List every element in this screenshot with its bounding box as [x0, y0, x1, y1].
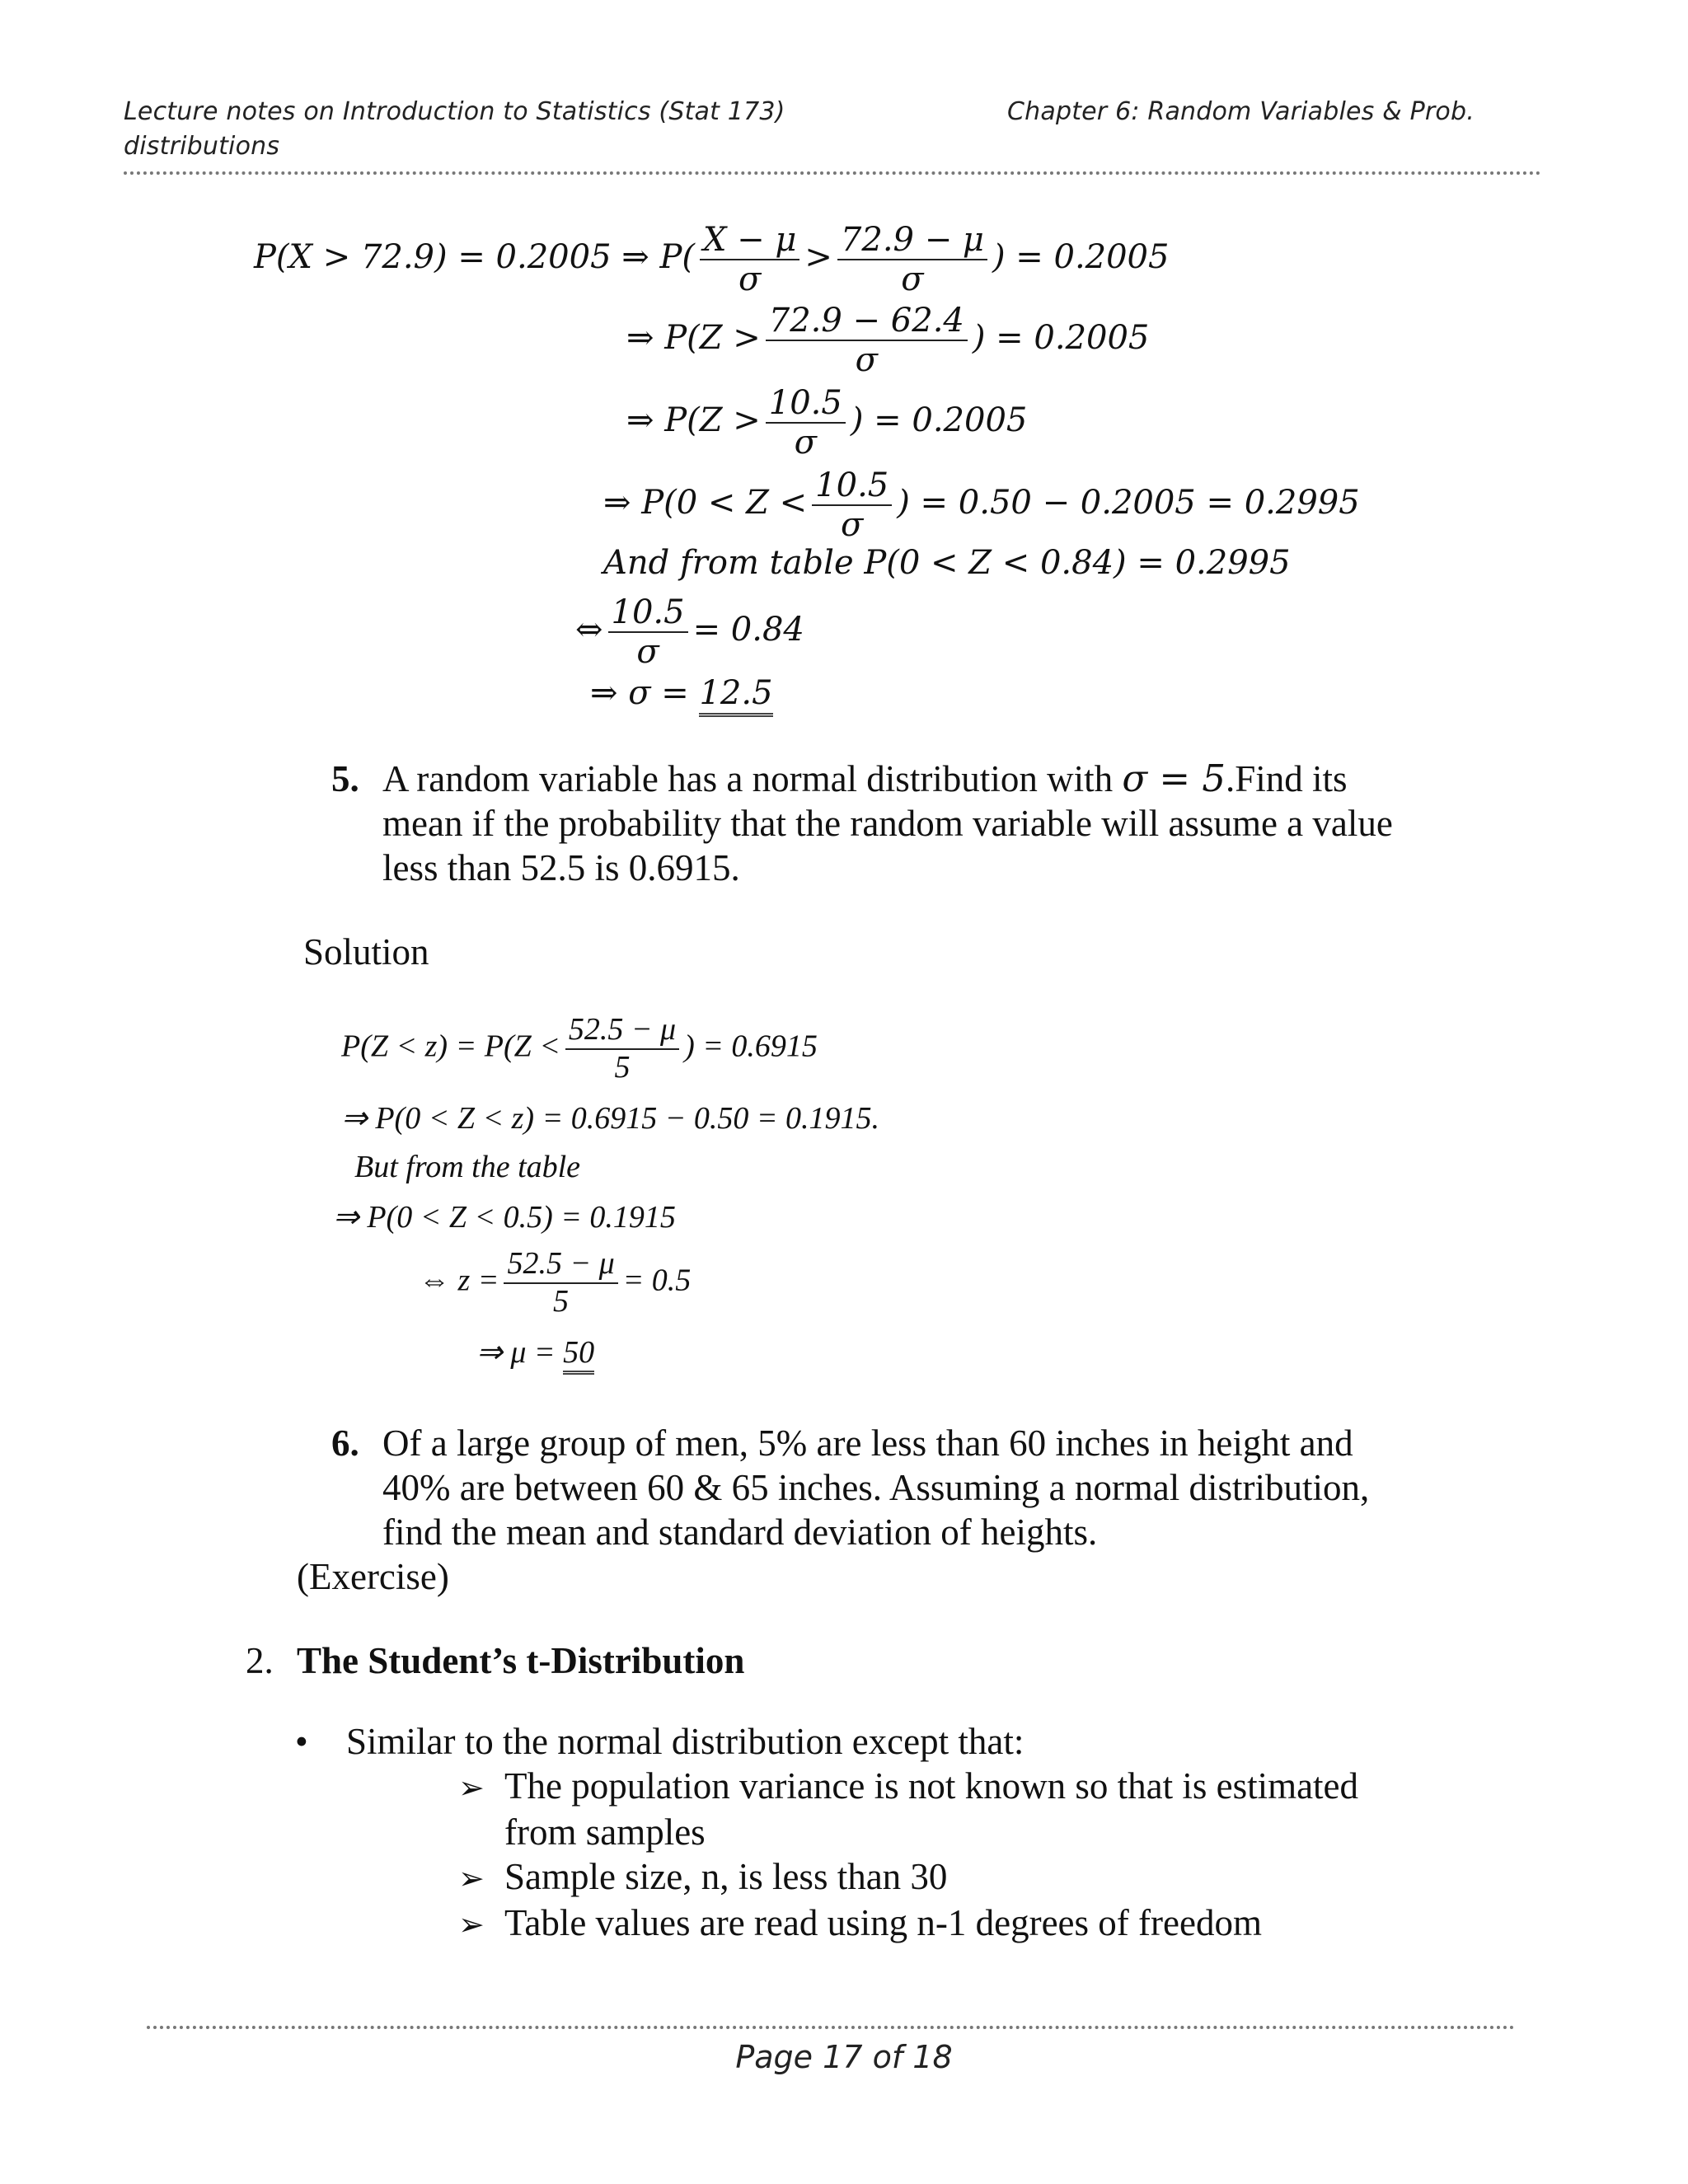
q6-number: 6. [331, 1422, 359, 1464]
q5-text: A random variable has a normal distribution with σ = 5.Find its mean if the probability that the random variable will assume a value less than 52.5 is 0.6915. [382, 757, 1393, 888]
deriv1-line5: And from table P(0 < Z < 0.84) = 0.2995 [603, 544, 1291, 582]
fraction: $\frac{52.5 - \mu}{5}$ [565, 1012, 679, 1085]
fraction: $\frac{72.9 - \mu}{\sigma}$ [837, 221, 987, 298]
header-title-line2: distributions [124, 132, 280, 161]
section2-bullet: • Similar to the normal distribution except that: [295, 1721, 1025, 1762]
arrow-bullet-icon: ➢ [458, 1906, 485, 1943]
deriv2-line6: ⇒ μ = 50 [476, 1333, 594, 1371]
page-number: Page 17 of 18 [735, 2039, 953, 2075]
deriv1-line7: ⇒ σ = 12.5 [590, 674, 773, 712]
sub-item: ➢ Table values are read using n-1 degrees of freedom [458, 1900, 1358, 1947]
fraction: $\frac{52.5 - \mu}{5}$ [504, 1246, 617, 1319]
deriv2-line3: But from the table [354, 1150, 581, 1184]
header-chapter: Chapter 6: Random Variables & Prob. [1007, 97, 1475, 126]
deriv1-line6: ⇔ $\frac{10.5}{\sigma}$ = 0.84 [575, 593, 804, 671]
q6-text: Of a large group of men, 5% are less than 60 inches in height and 40% are between 60 & 65 inches. Assuming a normal distribution, find the mean and standard deviation of heights. [382, 1422, 1370, 1553]
deriv1-line1: P(X > 72.9) = 0.2005 ⇒ P( $\frac{X - \mu}{\sigma}$ > $\frac{72.9 - \mu}{\sigma}$ ) = 0.2005 [254, 221, 1170, 298]
q5-number: 5. [331, 758, 359, 799]
fraction: $\frac{72.9 - 62.4}{\sigma}$ [766, 302, 968, 379]
answer-mu: 50 [563, 1335, 594, 1375]
deriv1-line2: ⇒ P(Z > $\frac{72.9 - 62.4}{\sigma}$ ) = 0.2005 [626, 302, 1150, 379]
sub-item: ➢ The population variance is not known so that is estimated [458, 1764, 1358, 1810]
deriv2-line1: P(Z < z) = P(Z < $\frac{52.5 - \mu}{5}$ ) = 0.6915 [341, 1012, 818, 1085]
deriv2-line5: ⇔ z = $\frac{52.5 - \mu}{5}$ = 0.5 [419, 1246, 692, 1319]
solution-label: Solution [303, 931, 429, 972]
q6-exercise: (Exercise) [297, 1556, 449, 1597]
deriv1-line4: ⇒ P(0 < Z < $\frac{10.5}{\sigma}$ ) = 0.50 − 0.2005 = 0.2995 [603, 466, 1360, 544]
answer-sigma: 12.5 [699, 674, 772, 717]
sub-item-continuation: from samples [504, 1811, 706, 1853]
arrow-bullet-icon: ➢ [458, 1769, 485, 1806]
fraction: $\frac{10.5}{\sigma}$ [608, 593, 688, 671]
sub-item: ➢ Sample size, n, is less than 30 [458, 1854, 1358, 1900]
fraction: $\frac{10.5}{\sigma}$ [812, 466, 892, 544]
deriv2-line4: ⇒ P(0 < Z < 0.5) = 0.1915 [333, 1200, 676, 1235]
section2-sublist [458, 1764, 1358, 1947]
header-title-line1: Lecture notes on Introduction to Statistics (Stat 173) [124, 97, 785, 126]
section2-heading: 2. The Student’s t-Distribution [246, 1640, 745, 1681]
footer-divider [147, 2026, 1515, 2029]
deriv2-line2: ⇒ P(0 < Z < z) = 0.6915 − 0.50 = 0.1915. [341, 1101, 879, 1136]
fraction: $\frac{10.5}{\sigma}$ [766, 384, 846, 462]
header-divider [124, 171, 1541, 175]
fraction: $\frac{X - \mu}{\sigma}$ [700, 221, 799, 298]
arrow-bullet-icon: ➢ [458, 1860, 485, 1896]
deriv1-line3: ⇒ P(Z > $\frac{10.5}{\sigma}$ ) = 0.2005 [626, 384, 1028, 462]
